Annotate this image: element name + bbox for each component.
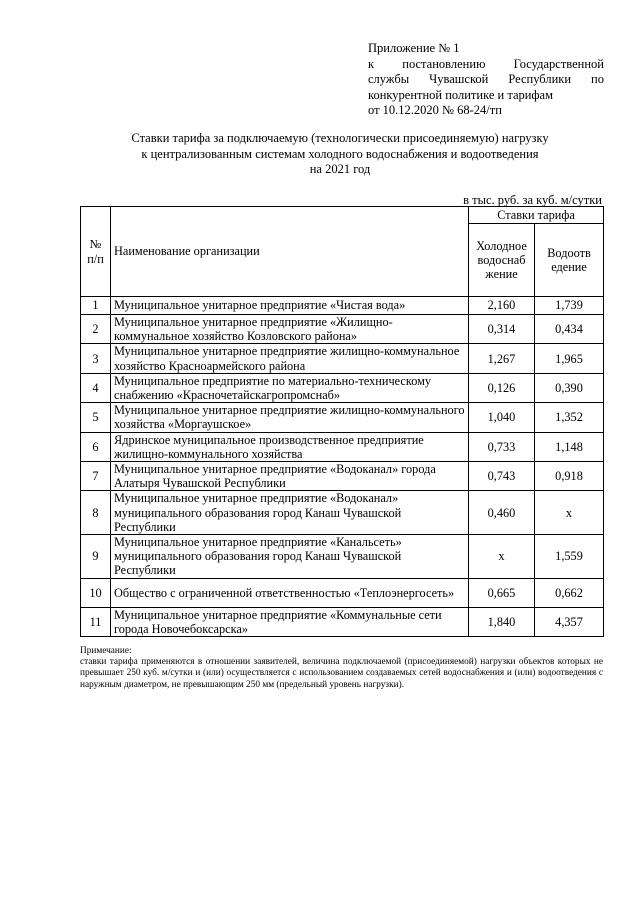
- row-number: 1: [81, 297, 111, 315]
- appendix-resolution-line: к постановлению Государственной: [368, 56, 604, 71]
- organization-name: Муниципальное унитарное предприятие «Коммунальные сети города Новочебоксарска»: [111, 607, 469, 636]
- document-title: [80, 131, 600, 178]
- cold-water-rate: х: [469, 535, 535, 579]
- row-number: 5: [81, 403, 111, 432]
- cold-water-rate: 0,665: [469, 578, 535, 607]
- title-line-3: на 2021 год: [309, 162, 371, 176]
- header-tariff-rates: Ставки тарифа: [469, 207, 604, 224]
- table-row: [81, 297, 604, 315]
- row-number: 6: [81, 432, 111, 461]
- organization-name: Муниципальное унитарное предприятие «Водоканал» муниципального образования город Канаш Чувашской Республики: [111, 491, 469, 535]
- row-number: 4: [81, 373, 111, 402]
- appendix-service-line: службы Чувашской Республики по: [368, 72, 604, 86]
- header-number: № п/п: [81, 207, 111, 297]
- table-row: [81, 578, 604, 607]
- row-number: 7: [81, 462, 111, 491]
- wastewater-rate: 0,918: [535, 462, 604, 491]
- footnote-title: Примечание:: [80, 646, 132, 656]
- table-row: [81, 432, 604, 461]
- organization-name: Муниципальное унитарное предприятие «Чистая вода»: [111, 297, 469, 315]
- wastewater-rate: х: [535, 491, 604, 535]
- row-number: 10: [81, 578, 111, 607]
- header-wastewater: Водоотв едение: [535, 224, 604, 297]
- cold-water-rate: 0,743: [469, 462, 535, 491]
- row-number: 8: [81, 491, 111, 535]
- wastewater-rate: 1,352: [535, 403, 604, 432]
- wastewater-rate: 0,390: [535, 373, 604, 402]
- organization-name: Муниципальное унитарное предприятие жилищно-коммунальное хозяйство Красноармейского района: [111, 344, 469, 373]
- wastewater-rate: 1,739: [535, 297, 604, 315]
- appendix-header: [368, 41, 604, 119]
- organization-name: Муниципальное унитарное предприятие «Жилищно-коммунальное хозяйство Козловского района»: [111, 315, 469, 344]
- row-number: 9: [81, 535, 111, 579]
- footnote-text: ставки тарифа применяются в отношении заявителей, величина подключаемой (присоединяемой) нагрузки объектов которых не превышает 250 куб. м/сутки и (или) осуществляется с использованием создаваемых сетей водоснабжения и (или) водоотведения с наружным диаметром, не превышающим 250 мм (предельный уровень нагрузки).: [80, 657, 603, 690]
- table-row: [81, 403, 604, 432]
- cold-water-rate: 0,126: [469, 373, 535, 402]
- organization-name: Муниципальное унитарное предприятие жилищно-коммунального хозяйства «Моргаушское»: [111, 403, 469, 432]
- table-row: [81, 344, 604, 373]
- footnote: [80, 646, 603, 691]
- table-row: [81, 491, 604, 535]
- appendix-date-line: от 10.12.2020 № 68-24/тп: [368, 103, 502, 117]
- cold-water-rate: 0,314: [469, 315, 535, 344]
- row-number: 3: [81, 344, 111, 373]
- appendix-number: Приложение № 1: [368, 41, 460, 55]
- organization-name: Муниципальное унитарное предприятие «Водоканал» города Алатыря Чувашской Республики: [111, 462, 469, 491]
- cold-water-rate: 0,733: [469, 432, 535, 461]
- organization-name: Ядринское муниципальное производственное предприятие жилищно-коммунального хозяйства: [111, 432, 469, 461]
- appendix-committee-line: конкурентной политике и тарифам: [368, 87, 553, 102]
- table-row: [81, 607, 604, 636]
- table-row: [81, 462, 604, 491]
- wastewater-rate: 0,662: [535, 578, 604, 607]
- table-row: [81, 535, 604, 579]
- wastewater-rate: 1,148: [535, 432, 604, 461]
- cold-water-rate: 1,040: [469, 403, 535, 432]
- units-caption: в тыс. руб. за куб. м/сутки: [463, 193, 602, 207]
- wastewater-rate: 1,965: [535, 344, 604, 373]
- wastewater-rate: 1,559: [535, 535, 604, 579]
- tariff-table: [80, 206, 604, 637]
- organization-name: Общество с ограниченной ответственностью «Теплоэнергосеть»: [111, 578, 469, 607]
- row-number: 11: [81, 607, 111, 636]
- organization-name: Муниципальное унитарное предприятие «Канальсеть» муниципального образования город Канаш Чувашской Республики: [111, 535, 469, 579]
- table-row: [81, 373, 604, 402]
- header-cold-water: Холодное водоснаб жение: [469, 224, 535, 297]
- title-line-2: к централизованным системам холодного водоснабжения и водоотведения: [141, 146, 539, 161]
- cold-water-rate: 1,267: [469, 344, 535, 373]
- organization-name: Муниципальное предприятие по материально-техническому снабжению «Красночетайскагропромснаб»: [111, 373, 469, 402]
- header-organization: Наименование организации: [111, 207, 469, 297]
- cold-water-rate: 1,840: [469, 607, 535, 636]
- wastewater-rate: 4,357: [535, 607, 604, 636]
- table-row: [81, 315, 604, 344]
- wastewater-rate: 0,434: [535, 315, 604, 344]
- cold-water-rate: 2,160: [469, 297, 535, 315]
- cold-water-rate: 0,460: [469, 491, 535, 535]
- title-line-1: Ставки тарифа за подключаемую (технологически присоединяемую) нагрузку: [131, 131, 549, 145]
- row-number: 2: [81, 315, 111, 344]
